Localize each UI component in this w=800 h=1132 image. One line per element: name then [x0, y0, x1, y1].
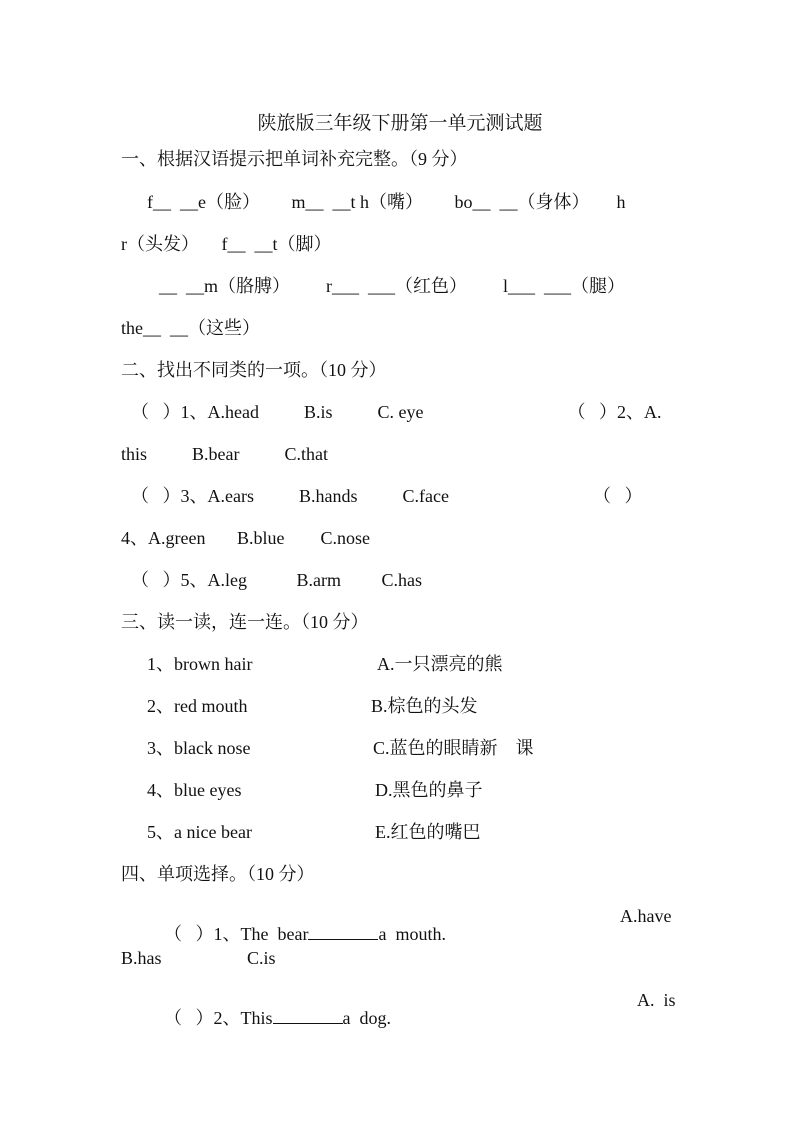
match-right-5: E.红色的嘴巴	[375, 822, 481, 842]
page-title: 陕旅版三年级下册第一单元测试题	[257, 113, 543, 134]
section-1-line-1: f__ __e（脸） m__ __t h（嘴） bo__ __（身体） h	[147, 192, 626, 212]
section-2-line-2: this B.bear C.that	[121, 444, 328, 464]
question-2-option-a: A. is	[637, 990, 676, 1010]
question-1-prefix: （ ）1、The bear	[164, 924, 309, 944]
question-2	[155, 991, 391, 1027]
section-1-line-3: __ __m（胳膊） r___ ___（红色） l___ ___（腿）	[159, 276, 625, 296]
section-4-heading: 四、单项选择。（10 分）	[121, 864, 315, 884]
question-1-suffix: a mouth.	[378, 924, 446, 944]
match-right-1: A.一只漂亮的熊	[377, 654, 503, 674]
answer-blank-2[interactable]	[273, 1009, 343, 1024]
match-left-5: 5、a nice bear	[147, 822, 252, 842]
match-left-2: 2、red mouth	[147, 696, 248, 716]
section-1-line-4: the__ __（这些）	[121, 318, 260, 338]
section-2-line-4: 4、A.green B.blue C.nose	[121, 528, 370, 548]
question-1-option-a: A.have	[620, 906, 672, 926]
match-left-4: 4、blue eyes	[147, 780, 242, 800]
question-1	[155, 907, 446, 943]
section-2-line-5: （ ）5、A.leg B.arm C.has	[131, 570, 422, 590]
match-right-4: D.黑色的鼻子	[375, 780, 483, 800]
question-1-option-c: C.is	[247, 948, 276, 968]
question-1-option-b: B.has	[121, 948, 162, 968]
section-1-heading: 一、根据汉语提示把单词补充完整。（9 分）	[121, 149, 468, 169]
section-2-line-3: （ ）3、A.ears B.hands C.face （ ）	[131, 486, 643, 506]
question-2-prefix: （ ）2、This	[164, 1008, 273, 1028]
section-3-heading: 三、读一读，连一连。（10 分）	[121, 612, 369, 632]
match-right-3: C.蓝色的眼睛新 课	[373, 738, 534, 758]
section-2-heading: 二、找出不同类的一项。（10 分）	[121, 360, 387, 380]
match-left-1: 1、brown hair	[147, 654, 253, 674]
match-left-3: 3、black nose	[147, 738, 251, 758]
section-1-line-2: r（头发） f__ __t（脚）	[121, 234, 332, 254]
answer-blank-1[interactable]	[308, 925, 378, 940]
section-2-line-1: （ ）1、A.head B.is C. eye （ ）2、A.	[131, 402, 662, 422]
match-right-2: B.棕色的头发	[371, 696, 478, 716]
question-2-suffix: a dog.	[342, 1008, 392, 1028]
